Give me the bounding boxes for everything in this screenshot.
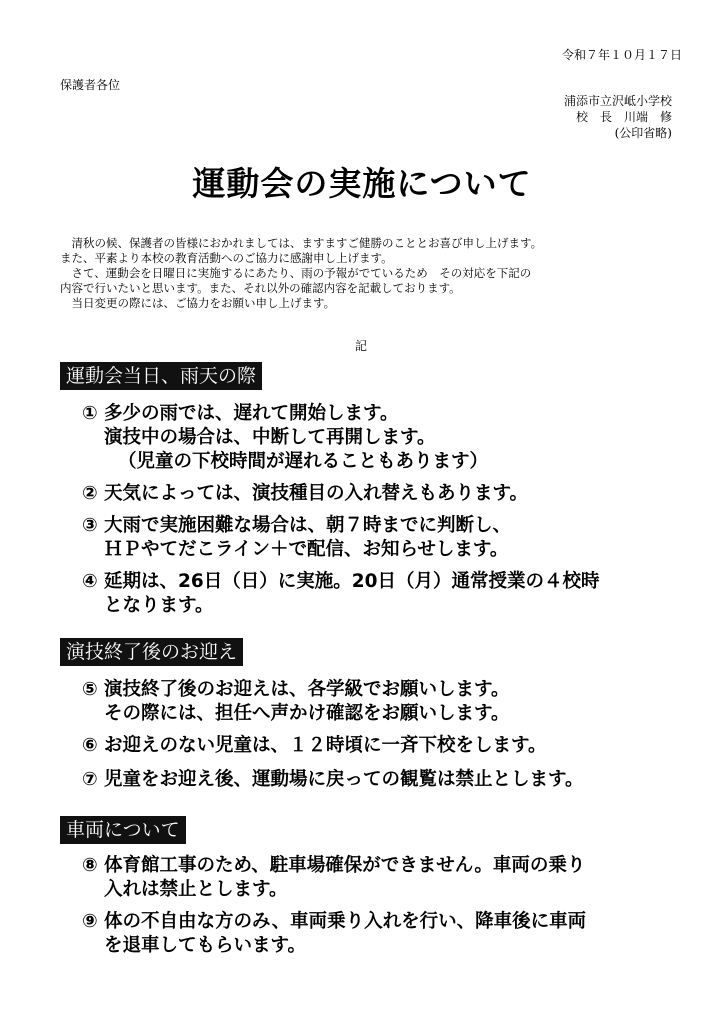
addressee: 保護者各位 [60, 78, 121, 92]
item-text: を退車してもらいます。 [104, 935, 307, 956]
list-item-2 [82, 482, 702, 506]
item-text: ＨＰやてだこライン＋で配信、お知らせします。 [104, 539, 509, 560]
intro-line: また、平素より本校の教育活動へのご協力に感謝申し上げます。 [60, 251, 393, 265]
item-text: その際には、担任へ声かけ確認をお願いします。 [104, 703, 510, 724]
item-text: お迎えのない児童は、１２時頃に一斉下校をします。 [104, 735, 547, 756]
list-item-5 [82, 678, 702, 726]
section-heading-pickup: 演技終了後のお迎え [60, 638, 243, 666]
intro-paragraph [60, 236, 680, 311]
item-number: ⑤ [82, 679, 98, 700]
item-number: ⑧ [82, 855, 98, 876]
sender-school: 浦添市立沢岻小学校 [563, 94, 672, 108]
item-text: 多少の雨では、遅れて開始します。 [104, 403, 399, 424]
item-text: 大雨で実施困難な場合は、朝７時までに判断し、 [104, 515, 512, 536]
document-date: 令和７年１０月１７日 [561, 48, 682, 62]
page-title: 運動会の実施について [192, 164, 532, 203]
sender-seal-note: (公印省略) [614, 126, 672, 140]
item-text: （児童の下校時間が遅れることもあります） [118, 451, 489, 472]
item-number: ④ [82, 571, 98, 592]
list-item-1 [82, 402, 702, 474]
item-text: 体の不自由な方のみ、車両乗り入れを行い、降車後に車両 [104, 911, 587, 932]
list-item-6 [82, 734, 702, 758]
intro-line: 清秋の候、保護者の皆様におかれましては、ますますご健勝のこととお喜び申し上げます。 [60, 236, 543, 250]
section-heading-rain: 運動会当日、雨天の際 [60, 362, 262, 390]
intro-line: 当日変更の際には、ご協力をお願い申し上げます。 [60, 296, 336, 310]
item-text: 児童をお迎え後、運動場に戻っての観覧は禁止とします。 [104, 769, 584, 790]
item-text: 天気によっては、演技種目の入れ替えもあります。 [104, 483, 529, 504]
section-heading-vehicle: 車両について [60, 816, 186, 844]
sender-block [564, 93, 672, 141]
item-number: ③ [82, 515, 98, 536]
item-text: となります。 [104, 595, 214, 616]
item-text: 体育館工事のため、駐車場確保ができません。車両の乗り [104, 855, 586, 876]
ki-marker: 記 [355, 339, 368, 353]
item-number: ① [82, 403, 98, 424]
item-number: ⑨ [82, 911, 98, 932]
item-number: ② [82, 483, 98, 504]
intro-line: 内容で行いたいと思います。また、それ以外の確認内容を記載しております。 [60, 281, 461, 295]
item-number: ⑥ [82, 735, 98, 756]
item-text: 演技中の場合は、中断して再開します。 [104, 427, 436, 448]
list-item-3 [82, 514, 702, 562]
item-text: 演技終了後のお迎えは、各学級でお願いします。 [104, 679, 510, 700]
list-item-9 [82, 910, 702, 958]
list-item-4 [82, 570, 702, 618]
list-item-8 [82, 854, 702, 902]
intro-line: さて、運動会を日曜日に実施するにあたり、雨の予報がでているため その対応を下記の [60, 266, 532, 280]
item-number: ⑦ [82, 769, 98, 790]
item-text: 入れは禁止とします。 [104, 879, 288, 900]
item-text: 延期は、26日（日）に実施。20日（月）通常授業の４校時 [104, 571, 600, 592]
list-item-7 [82, 768, 702, 792]
sender-principal: 校 長 川端 修 [575, 110, 672, 124]
